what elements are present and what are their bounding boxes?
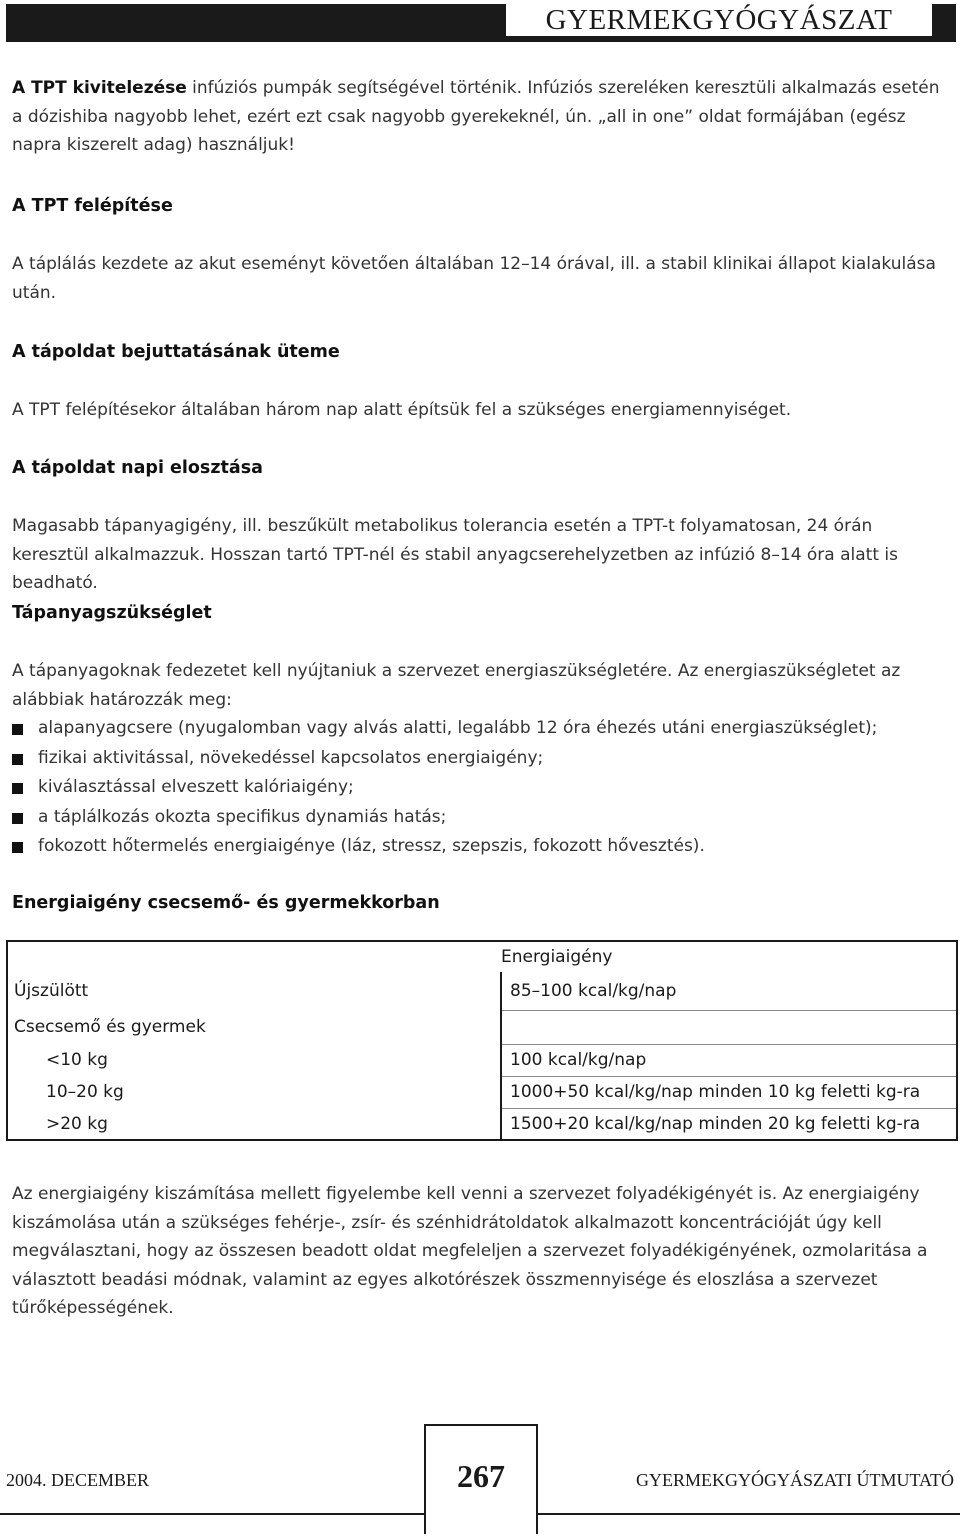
intro-bold: A TPT kivitelezése: [12, 78, 187, 98]
square-bullet-icon: [12, 754, 23, 765]
heading-tpt-felepitese: A TPT felépítése: [12, 196, 173, 216]
footer-date: 2004. DECEMBER: [6, 1470, 150, 1490]
list-item: alapanyagcsere (nyugalomban vagy alvás alatti, legalább 12 óra éhezés utáni energiaszükséglet);: [12, 714, 948, 744]
table-header-row: [7, 941, 957, 972]
text-tpt-felepitese: A táplálás kezdete az akut eseményt követően általában 12–14 órával, ill. a stabil klinikai állapot kialakulása után.: [12, 254, 936, 303]
square-bullet-icon: [12, 813, 23, 824]
table-row: 10–20 kg 1000+50 kcal/kg/nap minden 10 kg feletti kg-ra: [7, 1076, 957, 1108]
heading-bejuttatas: A tápoldat bejuttatásának üteme: [12, 342, 340, 362]
text-bejuttatas: A TPT felépítésekor általában három nap alatt építsük fel a szükséges energiamennyiséget.: [12, 400, 792, 420]
heading-napi-elosztas: A tápoldat napi elosztása: [12, 458, 263, 478]
section-heading: [12, 194, 948, 218]
table-row: Csecsemő és gyermek: [7, 1010, 957, 1044]
table-row: <10 kg 100 kcal/kg/nap: [7, 1044, 957, 1076]
heading-energiaigeny: Energiaigény csecsemő- és gyermekkorban: [12, 893, 440, 913]
text-napi-elosztas: Magasabb tápanyagigény, ill. beszűkült metabolikus tolerancia esetén a TPT-t folyamatosan, 24 órán keresztül alkalmazzuk. Hosszan tartó TPT-nél és stabil anyagcserehelyzetben az infúzió 8–14 óra alatt is beadható.: [12, 516, 898, 593]
closing-paragraph: [12, 1180, 948, 1323]
section-heading: [12, 891, 948, 915]
section-text: [12, 657, 948, 714]
section-heading: [12, 456, 948, 480]
intro-text: infúziós pumpák segítségével történik. Infúziós szereléken keresztüli alkalmazás esetén a dózishiba nagyobb lehet, ezért ezt csak nagyobb gyerekeknél, ún. „all in one” oldat formájában (egész napra kiszerelt adag) használjuk!: [12, 78, 940, 155]
bullet-list: [12, 714, 948, 862]
section-heading: [12, 601, 948, 625]
section-text: [12, 512, 948, 598]
list-item: fizikai aktivitással, növekedéssel kapcsolatos energiaigény;: [12, 744, 948, 774]
section-text: [12, 250, 948, 307]
table-row: >20 kg 1500+20 kcal/kg/nap minden 20 kg feletti kg-ra: [7, 1108, 957, 1140]
energy-table: [6, 940, 958, 1141]
text-tapanyagszukseglet: A tápanyagoknak fedezetet kell nyújtaniuk a szervezet energiaszükségletére. Az energiaszükségletet az alábbiak határozzák meg:: [12, 661, 901, 710]
section-text: [12, 396, 948, 425]
section-heading: [12, 340, 948, 364]
list-item: kiválasztással elveszett kalóriaigény;: [12, 773, 948, 803]
column-header: Energiaigény: [501, 947, 613, 967]
list-item: fokozott hőtermelés energiaigénye (láz, stressz, szepszis, fokozott hővesztés).: [12, 832, 948, 862]
page-number: 267: [457, 1458, 505, 1494]
table-row: Újszülött 85–100 kcal/kg/nap: [7, 972, 957, 1010]
closing-text: Az energiaigény kiszámítása mellett figyelembe kell venni a szervezet folyadékigényét is. Az energiaigény kiszámolása után a szükséges fehérje-, zsír- és szénhidrátoldatok alkalmazott koncentrációját úgy kell megválasztani, hogy az összesen beadott oldat megfeleljen a szervezet folyadékigényének, ozmolaritása a választott beadási módnak, valamint az egyes alkotórészek összmennyisége és eloszlása a szervezet tűrőképességének.: [12, 1184, 928, 1318]
running-title: GYERMEKGYÓGYÁSZAT: [506, 4, 932, 36]
square-bullet-icon: [12, 724, 23, 735]
footer-publication: GYERMEKGYÓGYÁSZATI ÚTMUTATÓ: [635, 1470, 954, 1490]
heading-tapanyagszukseglet: Tápanyagszükséglet: [12, 603, 212, 623]
list-item: a táplálkozás okozta specifikus dynamiás hatás;: [12, 803, 948, 833]
square-bullet-icon: [12, 842, 23, 853]
square-bullet-icon: [12, 783, 23, 794]
intro-paragraph: [12, 74, 948, 160]
